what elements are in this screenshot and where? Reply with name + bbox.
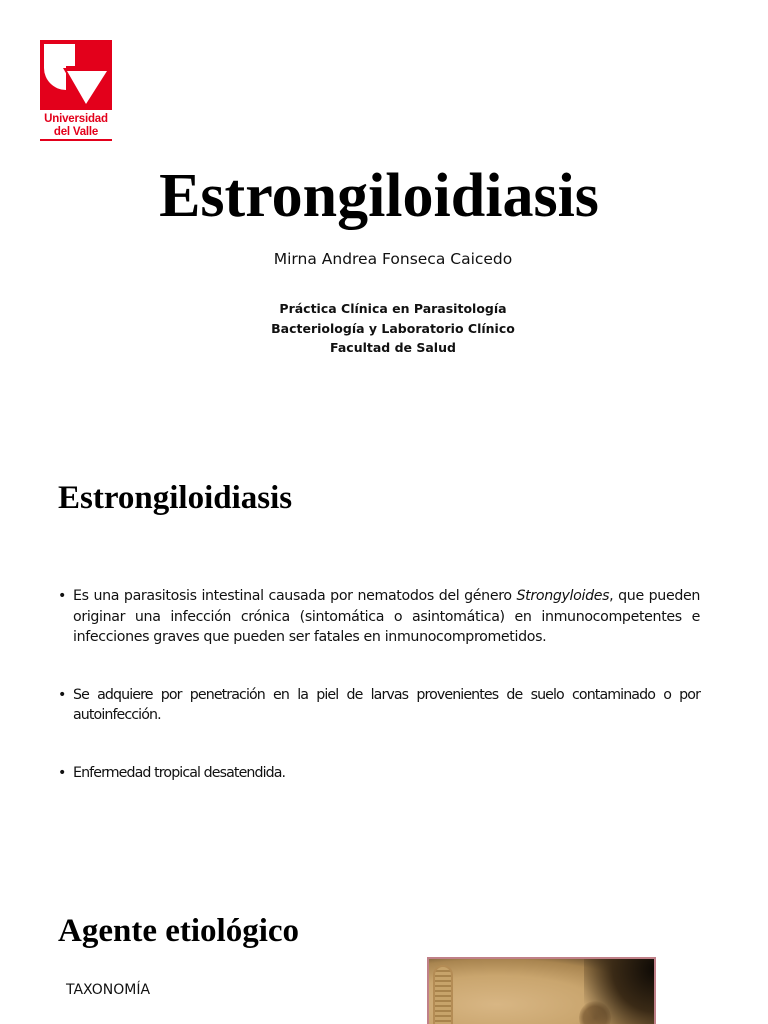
author-name: Mirna Andrea Fonseca Caicedo [273, 250, 513, 268]
logo-underline [40, 139, 112, 141]
taxonomy-label: TAXONOMÍA [66, 982, 151, 998]
genus-name: Strongyloides [516, 588, 610, 604]
slide-heading: Estrongiloidiasis [58, 480, 293, 516]
bullet-item: • Se adquiere por penetración en la piel de larvas provenientes de suelo contaminado o por autoinfección. [58, 685, 700, 726]
bullet-item: • Enfermedad tropical desatendida. [58, 763, 700, 784]
logo-text-universidad: Universidad [44, 113, 108, 125]
affiliation-course: Práctica Clínica en Parasitología [279, 301, 507, 316]
title-slide [0, 0, 768, 420]
logo-text-del-valle: del Valle [53, 126, 99, 138]
university-emblem-icon [38, 38, 114, 110]
presentation-title: Estrongiloidiasis [159, 162, 599, 230]
bullet-text: , que pueden originar una infección crónica (sintomática o asintomática) en inmunocompetentes e infecciones graves que pueden ser fatales en inmunocomprometidos. [73, 588, 700, 645]
microscopy-image [427, 957, 656, 1024]
affiliation-program: Bacteriología y Laboratorio Clínico [271, 320, 515, 336]
definition-slide [0, 420, 768, 850]
larva-shape [433, 965, 453, 1024]
bullet-item [58, 586, 700, 648]
affiliation-faculty: Facultad de Salud [330, 340, 456, 355]
bullet-list [58, 586, 700, 783]
affiliation-block [0, 299, 768, 358]
vignette-shape [584, 957, 656, 1024]
etiologic-agent-slide [0, 850, 768, 1024]
slide-heading: Agente etiológico [58, 913, 300, 949]
universidad-del-valle-logo [38, 38, 114, 144]
bullet-text: Es una parasitosis intestinal causada por nematodos del género [73, 588, 517, 604]
